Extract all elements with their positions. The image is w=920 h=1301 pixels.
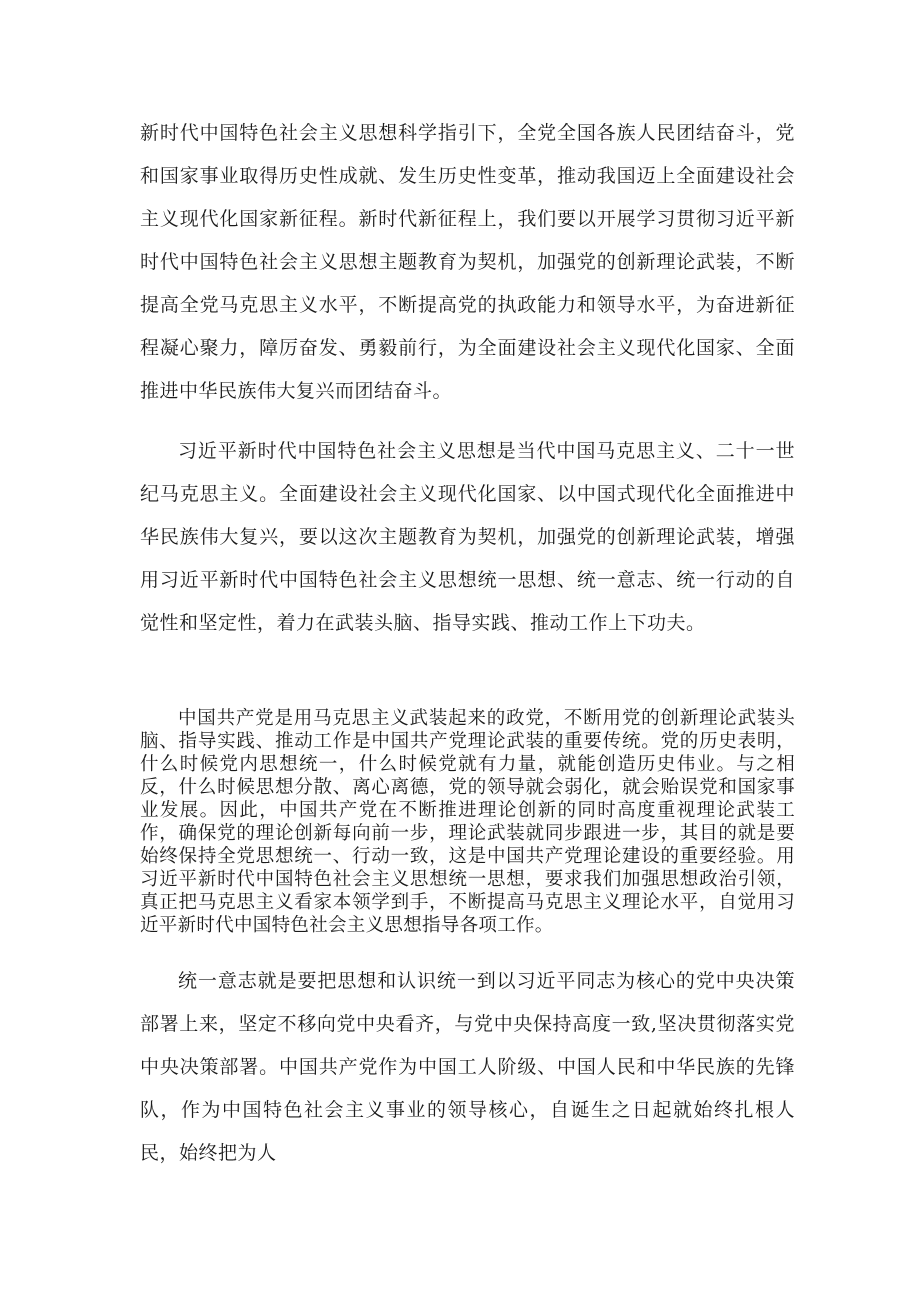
paragraph-1: 新时代中国特色社会主义思想科学指引下，全党全国各族人民团结奋斗，党和国家事业取得历史性成就、发生历史性变革，推动我国迈上全面建设社会主义现代化国家新征程。新时代新征程上，我们要以开展学习贯彻习近平新时代中国特色社会主义思想主题教育为契机，加强党的创新理论武装，不断提高全党马克思主义水平，不断提高党的执政能力和领导水平，为奋进新征程凝心聚力，障厉奋发、勇毅前行，为全面建设社会主义现代化国家、全面推进中华民族伟大复兴而团结奋斗。	[140, 122, 795, 402]
paragraph-4: 统一意志就是要把思想和认识统一到以习近平同志为核心的党中央决策部署上来，坚定不移向党中央看齐，与党中央保持高度一致,坚决贯彻落实党中央决策部署。中国共产党作为中国工人阶级、中国人民和中华民族的先锋队，作为中国特色社会主义事业的领导核心，自诞生之日起就始终扎根人民，始终把为人	[140, 970, 795, 1164]
paragraph-3: 中国共产党是用马克思主义武装起来的政党，不断用党的创新理论武装头脑、指导实践、推动工作是中国共产党理论武装的重要传统。党的历史表明，什么时候党内思想统一，什么时候党就有力量，就能创造历史伟业。与之相反，什么时候思想分散、离心离德，党的领导就会弱化，就会贻误党和国家事业发展。因此，中国共产党在不断推进理论创新的同时高度重视理论武装工作，确保党的理论创新每向前一步，理论武装就同步跟进一步，其目的就是要始终保持全党思想统一、行动一致，这是中国共产党理论建设的重要经验。用习近平新时代中国特色社会主义思想统一思想，要求我们加强思想政治引领，真正把马克思主义看家本领学到手，不断提高马克思主义理论水平，自觉用习近平新时代中国特色社会主义思想指导各项工作。	[140, 708, 795, 936]
paragraph-2: 习近平新时代中国特色社会主义思想是当代中国马克思主义、二十一世纪马克思主义。全面建设社会主义现代化国家、以中国式现代化全面推进中华民族伟大复兴，要以这次主题教育为契机，加强党的创新理论武装，增强用习近平新时代中国特色社会主义思想统一思想、统一意志、统一行动的自觉性和坚定性，着力在武装头脑、指导实践、推动工作上下功夫。	[140, 440, 795, 634]
